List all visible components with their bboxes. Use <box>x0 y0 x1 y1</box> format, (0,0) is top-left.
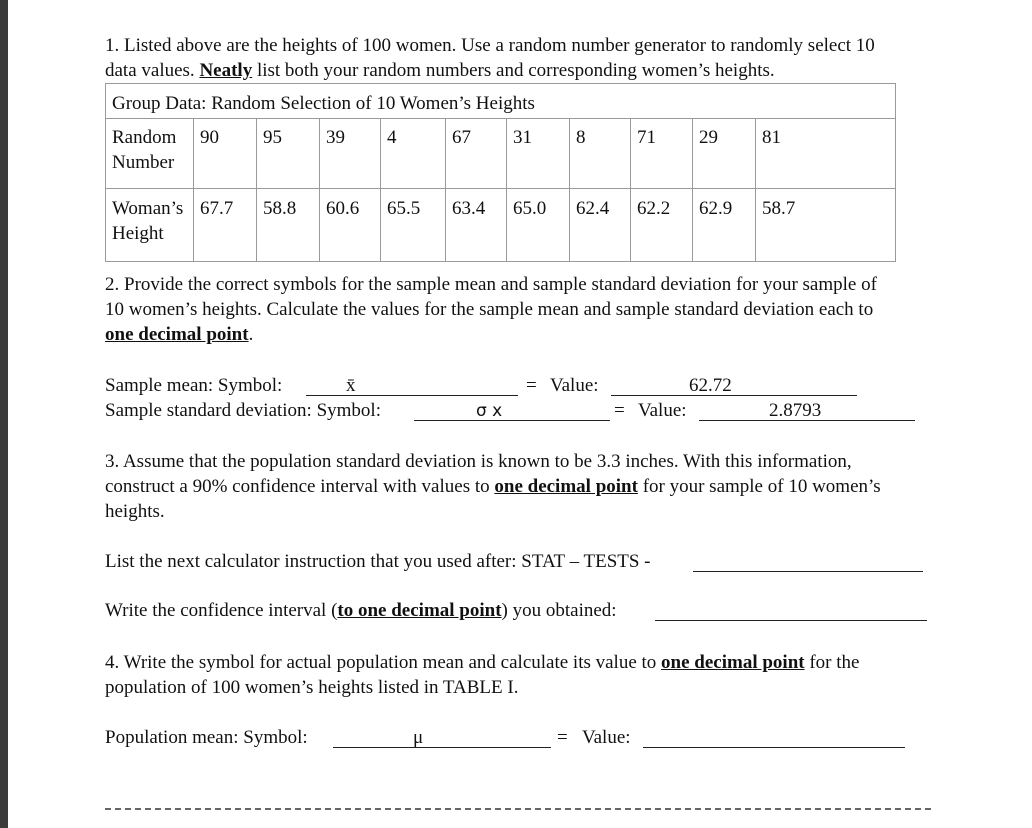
random-number-cell: 31 <box>507 119 570 189</box>
page-left-edge <box>0 0 8 828</box>
confidence-interval-field[interactable] <box>655 598 927 621</box>
mu-symbol: μ <box>413 727 424 748</box>
height-cell: 67.7 <box>194 189 257 262</box>
table-row-heights <box>106 189 896 262</box>
q1-line2-post: list both your random numbers and corresponding women’s heights. <box>252 60 775 81</box>
sample-mean-label: Sample mean: Symbol: <box>105 375 283 396</box>
sample-sd-label: Sample standard deviation: Symbol: <box>105 400 381 421</box>
sample-sd-value: 2.8793 <box>769 400 822 421</box>
height-cell: 60.6 <box>320 189 381 262</box>
q1-line1: 1. Listed above are the heights of 100 women. Use a random number generator to randomly select 10 <box>105 35 875 56</box>
row-label-random-number: Random Number <box>106 119 194 189</box>
height-cell: 63.4 <box>446 189 507 262</box>
sample-mean-equals: = <box>526 375 537 396</box>
q3-to-one-decimal-emphasis: to one decimal point <box>337 600 502 621</box>
q2-one-decimal-emphasis: one decimal point <box>105 324 249 345</box>
q3-line3: heights. <box>105 501 165 522</box>
q3-line1: 3. Assume that the population standard deviation is known to be 3.3 inches. With this information, <box>105 451 852 472</box>
random-number-cell: 90 <box>194 119 257 189</box>
q4-line2: population of 100 women’s heights listed in TABLE I. <box>105 677 519 698</box>
calculator-instruction-field[interactable] <box>693 549 923 572</box>
height-cell: 62.4 <box>570 189 631 262</box>
q4-one-decimal-emphasis: one decimal point <box>661 652 805 673</box>
sample-sd-equals: = <box>614 400 625 421</box>
confidence-interval-label: Write the confidence interval (to one decimal point) you obtained: <box>105 600 617 621</box>
q1-line2 <box>105 58 775 83</box>
population-mean-symbol-field <box>333 725 551 748</box>
sample-mean-value: 62.72 <box>689 375 732 396</box>
q4-line1: 4. Write the symbol for actual population mean and calculate its value to one decimal point for the <box>105 652 860 673</box>
sample-sd-symbol-field <box>414 398 610 421</box>
random-number-cell: 81 <box>756 119 896 189</box>
height-cell: 58.8 <box>257 189 320 262</box>
x-bar-symbol: x̄ <box>346 375 356 396</box>
height-cell: 58.7 <box>756 189 896 262</box>
height-cell: 62.2 <box>631 189 693 262</box>
height-cell: 65.5 <box>381 189 446 262</box>
random-number-cell: 71 <box>631 119 693 189</box>
population-mean-value-label: Value: <box>582 727 631 748</box>
q2-line2: 10 women’s heights. Calculate the values for the sample mean and sample standard deviation each to <box>105 299 874 320</box>
row-label-womans-height: Woman’s Height <box>106 189 194 262</box>
sample-mean-symbol-field <box>306 373 518 396</box>
calculator-instruction-label: List the next calculator instruction that you used after: STAT – TESTS - <box>105 551 651 572</box>
group-data-table <box>105 83 896 262</box>
random-number-cell: 95 <box>257 119 320 189</box>
q3-one-decimal-emphasis: one decimal point <box>494 476 638 497</box>
q3-line2: construct a 90% confidence interval with values to one decimal point for your sample of 10 women’s <box>105 476 881 497</box>
sample-mean-value-field <box>611 373 857 396</box>
q1-line2-pre: data values. <box>105 60 195 81</box>
q2-line1: 2. Provide the correct symbols for the sample mean and sample standard deviation for your sample of <box>105 274 877 295</box>
population-mean-value-field[interactable] <box>643 725 905 748</box>
height-cell: 65.0 <box>507 189 570 262</box>
q2-line3: one decimal point. <box>105 324 254 345</box>
height-cell: 62.9 <box>693 189 756 262</box>
sigma-x-symbol: σ x <box>476 401 503 421</box>
sample-mean-value-label: Value: <box>550 375 599 396</box>
population-mean-equals: = <box>557 727 568 748</box>
sample-sd-value-field <box>699 398 915 421</box>
sample-sd-value-label: Value: <box>638 400 687 421</box>
random-number-cell: 8 <box>570 119 631 189</box>
population-mean-label: Population mean: Symbol: <box>105 727 308 748</box>
random-number-cell: 39 <box>320 119 381 189</box>
random-number-cell: 4 <box>381 119 446 189</box>
q1-neatly-emphasis: Neatly <box>199 60 253 81</box>
random-number-cell: 67 <box>446 119 507 189</box>
dashed-separator <box>105 808 931 810</box>
table-row-random-numbers <box>106 119 896 189</box>
table-caption: Group Data: Random Selection of 10 Women’s Heights <box>106 84 896 119</box>
random-number-cell: 29 <box>693 119 756 189</box>
